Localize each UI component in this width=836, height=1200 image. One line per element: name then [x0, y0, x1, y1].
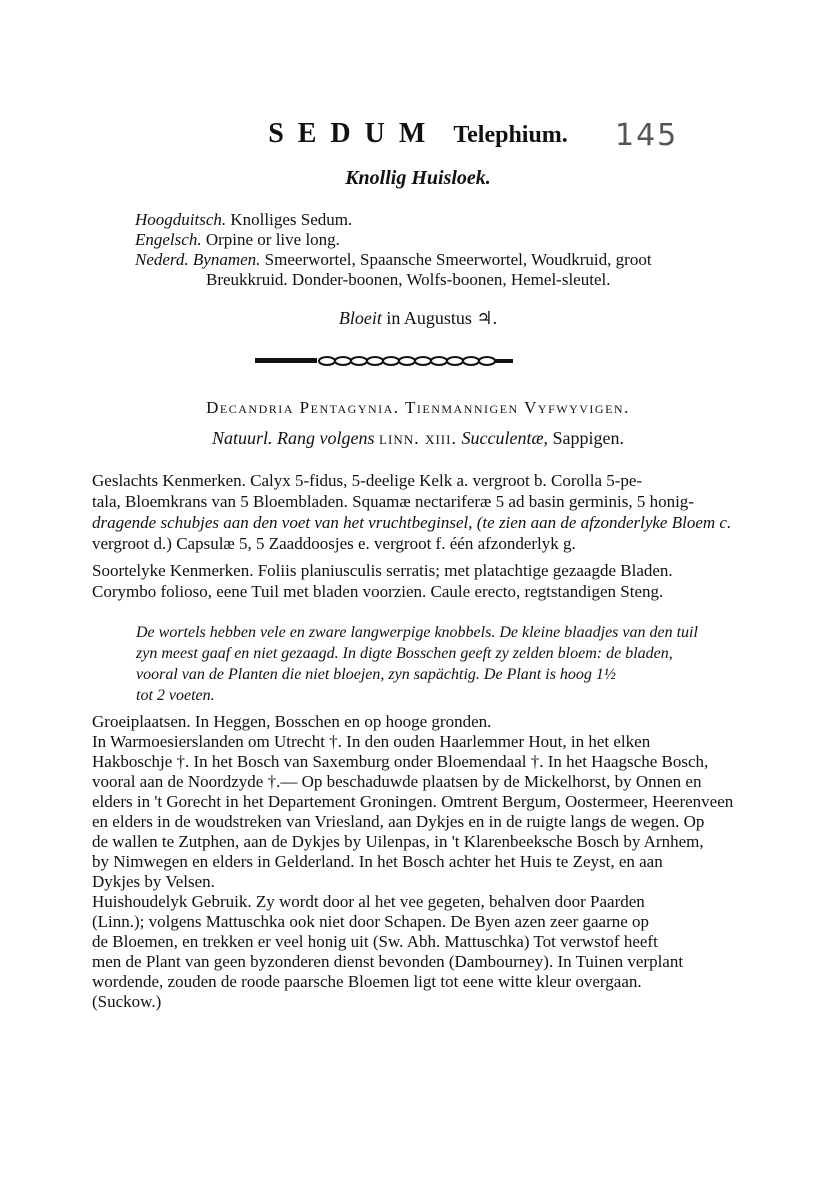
paragraph-line: de Bloemen, en trekken er veel honig uit (Sw. Abh. Mattuschka) Tot verwstof heeft — [92, 932, 658, 951]
rank-author: linn. xiii. — [379, 428, 457, 448]
vernacular-names — [135, 210, 652, 290]
flowering-value: in Augustus ♃. — [386, 308, 498, 328]
paragraph-line: Groeiplaatsen. In Heggen, Bosschen en op hooge gronden. — [92, 712, 492, 731]
rank-dutch: Sappigen. — [552, 428, 624, 448]
paragraph-line: wordende, zouden de roode paarsche Bloemen ligt tot eene witte kleur overgaan. — [92, 972, 642, 991]
paragraph-line: Corymbo folioso, eene Tuil met bladen voorzien. Caule erecto, regtstandigen Steng. — [92, 582, 664, 601]
paragraph-line: en elders in de woudstreken van Vriesland, aan Dykjes en in de ruigte langs de wegen. Op — [92, 812, 705, 831]
rank-prefix: Natuurl. Rang volgens — [212, 428, 375, 448]
dutch-synonyms-value: Smeerwortel, Spaansche Smeerwortel, Woudkruid, groot — [264, 250, 652, 269]
dutch-synonyms-line — [135, 250, 652, 270]
flowering-label: Bloeit — [338, 308, 382, 328]
note-line: De wortels hebben vele en zware langwerpige knobbels. De kleine blaadjes van den tuil — [136, 624, 698, 641]
paragraph-line: vooral aan de Noordzyde †.— Op beschaduwde plaatsen by de Mickelhorst, by Onnen en — [92, 772, 702, 791]
handwritten-page-number: 145 — [615, 118, 679, 153]
dutch-synonyms-label: Nederd. Bynamen. — [135, 250, 261, 269]
habitats-paragraph — [92, 712, 772, 892]
species-name: Telephium. — [453, 122, 568, 148]
natural-rank-line — [0, 428, 836, 449]
german-value: Knolliges Sedum. — [230, 210, 353, 229]
flowering-line — [0, 308, 836, 329]
note-line: vooral van de Planten die niet bloejen, zyn sapächtig. De Plant is hoog 1½ — [136, 666, 616, 683]
paragraph-line: men de Plant van geen byzonderen dienst bevonden (Dambourney). In Tuinen verplant — [92, 952, 684, 971]
common-name: Knollig Huisloek. — [345, 167, 491, 189]
dutch-synonyms-continued: Breukkruid. Donder-boonen, Wolfs-boonen, Hemel-sleutel. — [206, 270, 611, 289]
paragraph-line: Dykjes by Velsen. — [92, 872, 215, 891]
genus-name: SEDUM — [268, 118, 440, 149]
paragraph-line: tala, Bloemkrans van 5 Bloembladen. Squamæ nectariferæ 5 ad basin germinis, 5 honig- — [92, 492, 694, 511]
paragraph-line: vergroot d.) Capsulæ 5, 5 Zaaddoosjes e. vergroot f. één afzonderlyk g. — [92, 534, 576, 553]
description-note — [136, 622, 776, 706]
paragraph-line: by Nimwegen en elders in Gelderland. In het Bosch achter het Huis te Zeyst, en aan — [92, 852, 663, 871]
german-label: Hoogduitsch. — [135, 210, 227, 229]
rank-family: Succulentæ, — [461, 428, 548, 448]
paragraph-line: dragende schubjes aan den voet van het vruchtbeginsel, (te zien aan de afzonderlyke Bloem c. — [92, 513, 732, 532]
note-line: tot 2 voeten. — [136, 687, 215, 704]
paragraph-line: Geslachts Kenmerken. Calyx 5-fidus, 5-deelige Kelk a. vergroot b. Corolla 5-pe- — [92, 471, 643, 490]
paragraph-line: elders in 't Gorecht in het Departement Groningen. Omtrent Bergum, Oostermeer, Heerenveen — [92, 792, 734, 811]
paragraph-line: Hakboschje †. In het Bosch van Saxemburg onder Bloemendaal †. In het Haagsche Bosch, — [92, 752, 709, 771]
household-use-paragraph — [92, 892, 772, 1012]
page-title — [0, 118, 836, 150]
species-characters-paragraph — [92, 560, 772, 602]
paragraph-line: Soortelyke Kenmerken. Foliis planiusculis serratis; met platachtige gezaagde Bladen. — [92, 561, 673, 580]
paragraph-line: In Warmoesierslanden om Utrecht †. In den ouden Haarlemmer Hout, in het elken — [92, 732, 651, 751]
english-value: Orpine or live long. — [205, 230, 340, 249]
english-label: Engelsch. — [135, 230, 202, 249]
german-name-line — [135, 210, 652, 230]
paragraph-line: (Linn.); volgens Mattuschka ook niet door Schapen. De Byen azen zeer gaarne op — [92, 912, 650, 931]
genus-characters-paragraph — [92, 470, 772, 554]
english-name-line — [135, 230, 652, 250]
linnaean-class: Decandria Pentagynia. Tienmannigen Vyfwyvigen. — [206, 398, 630, 417]
note-line: zyn meest gaaf en niet gezaagd. In digte Bosschen geeft zy zelden bloem: de bladen, — [136, 645, 673, 662]
paragraph-line: de wallen te Zutphen, aan de Dykjes by Uilenpas, in 't Klarenbeeksche Bosch by Arnhem, — [92, 832, 704, 851]
paragraph-line: Huishoudelyk Gebruik. Zy wordt door al het vee gegeten, behalven door Paarden — [92, 892, 645, 911]
ornamental-divider — [255, 353, 515, 369]
paragraph-line: (Suckow.) — [92, 992, 162, 1011]
